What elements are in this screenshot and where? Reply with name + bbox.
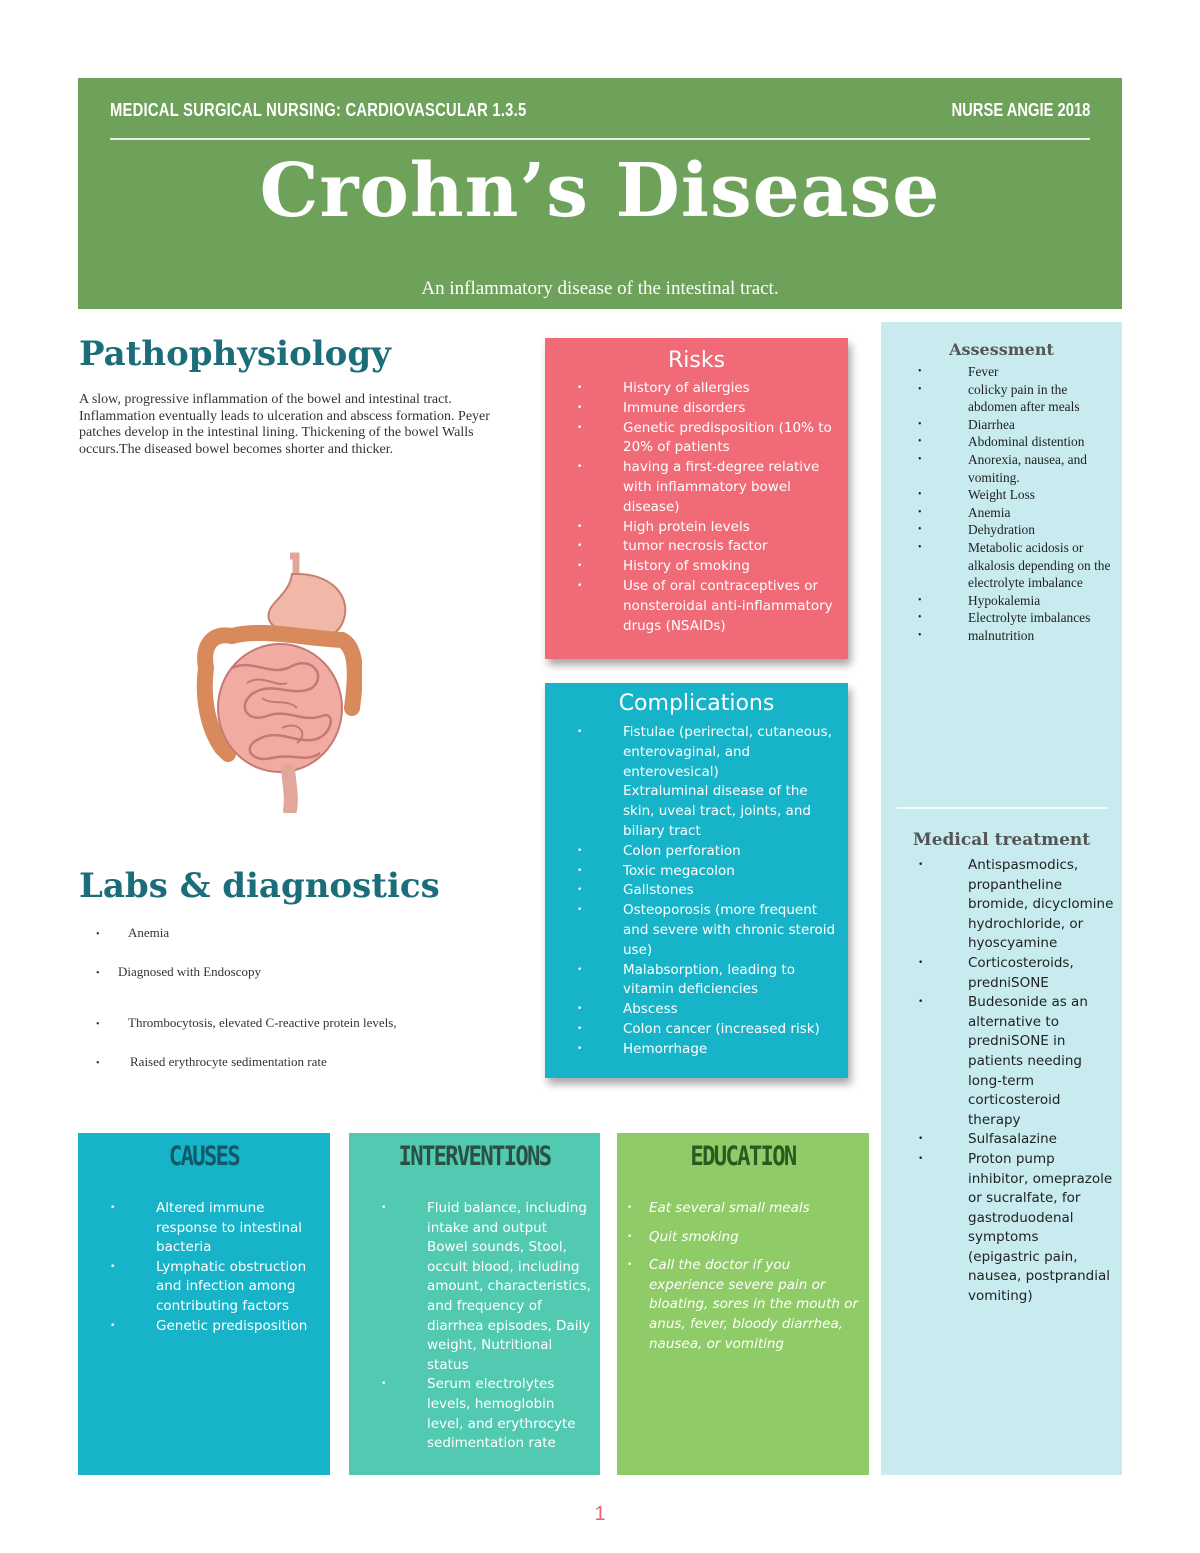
list-item: • Lymphatic obstruction and infection among contributing factors — [110, 1258, 307, 1314]
list-item: • Altered immune response to intestinal bacteria — [110, 1200, 303, 1256]
complications-list — [577, 723, 838, 1060]
interventions-title: INTERVENTIONS — [398, 1141, 551, 1172]
interventions-box — [349, 1133, 600, 1475]
list-item: • History of allergies — [577, 380, 750, 396]
education-box — [617, 1133, 869, 1475]
right-column — [881, 322, 1122, 1475]
list-item: • Corticosteroids, predniSONE — [918, 954, 1074, 991]
causes-box — [78, 1133, 330, 1475]
list-item: • Budesonide as an alternative to predniSONE in patients needing long-term corticosteroid therapy — [918, 994, 1088, 1128]
list-item: • Weight Loss — [918, 487, 1035, 503]
list-item: • History of smoking — [577, 558, 750, 575]
list-item: • Diagnosed with Endoscopy — [96, 964, 261, 979]
medical-treatment-title: Medical treatment — [912, 830, 1091, 850]
list-item: • Serum electrolytes levels, hemoglobin level, and erythrocyte sedimentation rate — [381, 1376, 576, 1452]
list-item: • Toxic megacolon — [577, 862, 735, 879]
medical-treatment-section — [881, 830, 1122, 1307]
risks-title: Risks — [667, 348, 726, 373]
list-item: • High protein levels — [577, 518, 750, 535]
list-item: • Quit smoking — [627, 1228, 739, 1245]
list-item: • Diarrhea — [918, 416, 1015, 432]
list-item: • Abscess — [577, 1001, 678, 1018]
list-item: • Antispasmodics, propantheline bromide, dicyclomine hydrochloride, or hyoscyamine — [918, 857, 1114, 952]
list-item: • Anemia — [918, 504, 1011, 520]
author-label: NURSE ANGIE 2018 — [951, 100, 1090, 120]
page-number: 1 — [594, 1503, 606, 1525]
header-divider — [110, 138, 1090, 140]
list-item: • Genetic predisposition — [110, 1317, 308, 1334]
list-item: • Anorexia, nausea, and vomiting. — [918, 451, 1087, 485]
list-item: • Raised erythrocyte sedimentation rate — [96, 1054, 327, 1069]
page-title: Crohn’s Disease — [259, 148, 941, 234]
list-item: • Use of oral contraceptives or nonsteroidal anti-inflammatory drugs (NSAIDs) — [577, 577, 833, 634]
assessment-list — [918, 363, 1114, 645]
list-item: • Hemorrhage — [577, 1040, 708, 1057]
pathophysiology-text: A slow, progressive inflammation of the bowel and intestinal tract. Inflammation eventually leads to ulceration and abscess formation. Peyer patches develop in the intestinal lining. Thickening of the bowel Walls occurs.The diseased bowel becomes shorter and thicker. — [79, 392, 490, 457]
medical-treatment-list — [918, 856, 1114, 1307]
list-item: • Abdominal distention — [918, 434, 1085, 450]
complications-card — [545, 683, 848, 1078]
list-item: • Electrolyte imbalances — [918, 610, 1091, 626]
list-item: • Genetic predisposition (10% to 20% of patients — [577, 419, 832, 456]
course-label: MEDICAL SURGICAL NURSING: CARDIOVASCULAR 1.3.5 — [110, 100, 527, 120]
causes-list — [110, 1199, 320, 1336]
list-item: • colicky pain in the abdomen after meals — [918, 381, 1080, 415]
section-divider — [897, 807, 1107, 809]
list-item: Bowel sounds, Stool, occult blood, including amount, characteristics, and frequency of diarrhea episodes, Daily weight, Nutritional status — [427, 1239, 591, 1373]
interventions-list — [381, 1199, 592, 1454]
list-item: • Call the doctor if you experience severe pain or bloating, sores in the mouth or anus, fever, bloody diarrhea, nausea, or vomiting — [627, 1257, 859, 1352]
list-item: • Metabolic acidosis or alkalosis depending on the electrolyte imbalance — [918, 539, 1111, 591]
header-top-line — [110, 100, 1089, 121]
risks-list — [577, 379, 838, 636]
page-subtitle: An inflammatory disease of the intestinal tract. — [421, 278, 779, 299]
list-item: • Hypokalemia — [918, 592, 1041, 608]
assessment-title: Assessment — [949, 340, 1054, 359]
list-item: • Gallstones — [577, 882, 694, 899]
list-item: • Fistulae (perirectal, cutaneous, enterovaginal, and enterovesical) — [577, 724, 832, 780]
list-item: • Colon cancer (increased risk) — [577, 1020, 820, 1037]
list-item: • Thrombocytosis, elevated C-reactive protein levels, — [96, 1015, 397, 1030]
list-item: • Dehydration — [918, 522, 1035, 538]
education-list — [627, 1199, 859, 1354]
causes-title: CAUSES — [168, 1141, 240, 1172]
complications-title: Complications — [618, 691, 775, 716]
list-item: • Malabsorption, leading to vitamin deficiencies — [577, 961, 795, 998]
labs-heading: Labs & diagnostics — [79, 866, 440, 906]
list-item: • Eat several small meals — [627, 1200, 810, 1216]
list-item: • Fever — [918, 364, 999, 379]
education-title: EDUCATION — [690, 1141, 796, 1172]
pathophysiology-heading: Pathophysiology — [79, 334, 391, 374]
assessment-section — [881, 340, 1122, 645]
list-item: • Sulfasalazine — [918, 1131, 1057, 1148]
list-item: • Immune disorders — [577, 399, 746, 416]
header-banner — [78, 78, 1122, 309]
list-item: • malnutrition — [918, 627, 1035, 643]
list-item: • tumor necrosis factor — [577, 538, 768, 555]
intestine-illustration — [192, 548, 362, 813]
risks-card — [545, 338, 848, 659]
list-item: • Anemia — [96, 925, 170, 940]
list-item: • Colon perforation — [577, 842, 741, 859]
list-item: • Fluid balance, including intake and output — [381, 1200, 587, 1236]
list-item: • having a first-degree relative with inflammatory bowel disease) — [577, 459, 820, 515]
list-item: • Proton pump inhibitor, omeprazole or sucralfate, for gastroduodenal symptoms (epigastric pain, nausea, postprandial vomiting) — [918, 1150, 1113, 1305]
list-item: • Osteoporosis (more frequent and severe with chronic steroid use) — [577, 902, 836, 958]
list-item: Extraluminal disease of the skin, uveal tract, joints, and biliary tract — [623, 783, 811, 839]
